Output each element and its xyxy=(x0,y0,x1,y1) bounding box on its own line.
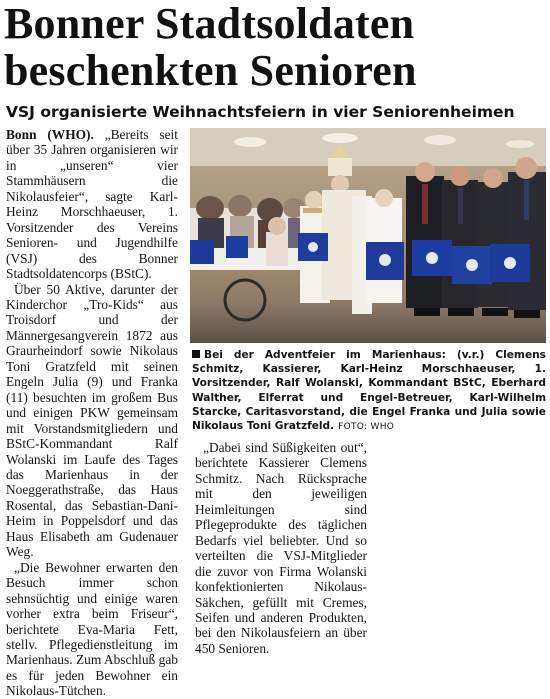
headline-line-2: beschenkten Senioren xyxy=(4,46,417,95)
article-column-2 xyxy=(195,440,367,656)
article-column-1 xyxy=(6,127,178,699)
subheadline: VSJ organisierte Weihnachtsfeiern in vier Seniorenheimen xyxy=(6,103,515,121)
headline xyxy=(4,0,548,94)
article-paragraph-3: „Die Bewohner erwarten den Besuch immer schon sehnsüchtig und einige waren vorher extra beim Friseur“, berichtete Eva-Maria Fett, stellv. Pflegedienstleitung im Marienhaus. Zum Abschluß gab es für jeden Bewohner ein Nikolaus-Tütchen. xyxy=(6,559,178,699)
article-paragraph-2: Über 50 Aktive, darunter der Kinderchor „Tro-Kids“ aus Troisdorf und der Männergesangverein 1872 aus Graurheindorf sowie Nikolaus Toni Gratzfeld mit seinen Engeln Julia (9) und Franka (11) besuchten im großem Bus und einigen PKW gemeinsam mit Vorstandsmitgliedern und BStC-Kommandant Ralf Wolanski im Laufe des Tages das Marienhaus in der Noeggerathstraße, das Haus Rosental, das Sebastian-Dani-Heim in Poppelsdorf und das Haus Elisabeth am Gudenauer Weg. xyxy=(6,281,178,560)
caption-text: Bei der Adventfeier im Marienhaus: (v.r.) Clemens Schmitz, Kassierer, Karl-Heinz Morschhaeuser, 1. Vorsitzender, Ralf Wolanski, Kommandant BStC, Eberhard Walther, Elferrat und Engel-Betreuer, Karl-Wilhelm Starcke, Caritasvorstand, die Engel Franka und Julia sowie Nikolaus Toni Gratzfeld. xyxy=(192,349,546,433)
photo-caption xyxy=(192,348,546,434)
paragraph-1-text: „Bereits seit über 35 Jahren organisieren wir in „unseren“ vier Stammhäusern die Nikolausfeier“, sagte Karl-Heinz Morschhaeuser, 1. Vorsitzender des Vereins Senioren- und Jugendhilfe (VSJ) des Bonner Stadtsoldatencorps (BStC). xyxy=(6,127,178,282)
dateline: Bonn (WHO). xyxy=(6,127,94,142)
article-paragraph-4: „Dabei sind Süßigkeiten out“, berichtete Kassierer Clemens Schmitz. Nach Rücksprache mit den jeweiligen Heimleitungen sind Pflegeprodukte des täglichen Bedarfs viel beliebter. Und so verteilten die VSJ-Mitglieder die zuvor von Firma Wolanski konfektionierten Nikolaus-Säkchen, gefüllt mit Cremes, Seifen und anderen Produkten, bei den Nikolausfeiern an über 450 Senioren. xyxy=(195,440,367,656)
article-paragraph-1 xyxy=(6,127,178,282)
photo-credit: FOTO: WHO xyxy=(338,422,395,433)
news-photo xyxy=(190,128,546,343)
caption-bullet xyxy=(192,350,200,358)
headline-line-1: Bonner Stadtsoldaten xyxy=(4,0,415,48)
